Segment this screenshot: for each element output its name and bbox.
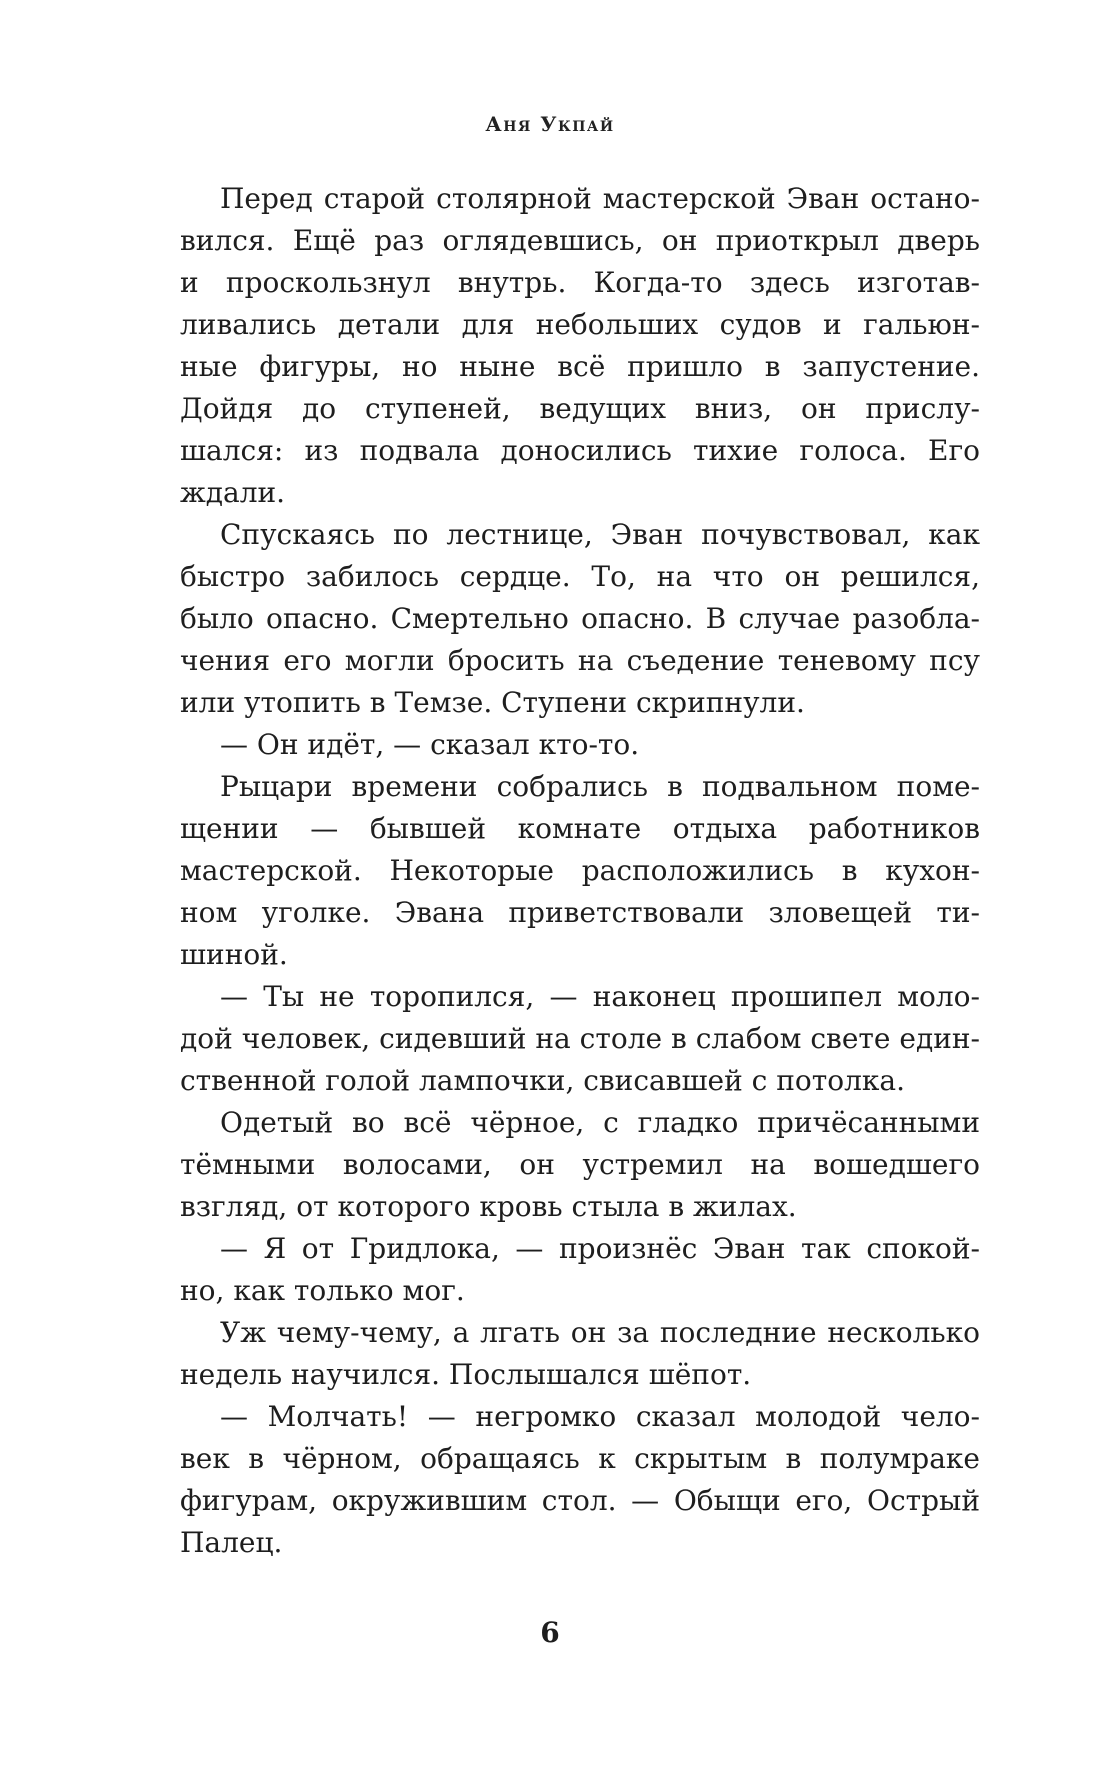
paragraph	[180, 178, 980, 514]
text-line: или утопить в Темзе. Ступени скрипнули.	[180, 686, 805, 719]
text-line: ждали.	[180, 476, 286, 509]
paragraph	[180, 1102, 980, 1228]
text-line: Спускаясь по лестнице, Эван почувствовал, как	[220, 518, 980, 551]
text-line: Рыцари времени собрались в подвальном поме-	[220, 770, 980, 803]
text-line: было опасно. Смертельно опасно. В случае разобла-	[180, 602, 980, 635]
text-line: недель научился. Послышался шёпот.	[180, 1358, 752, 1391]
paragraph	[180, 724, 980, 766]
text-line: век в чёрном, обращаясь к скрытым в полумраке	[180, 1442, 980, 1475]
text-line: — Молчать! — негромко сказал молодой чело-	[220, 1400, 980, 1433]
text-line: и проскользнул внутрь. Когда-то здесь изготав-	[180, 266, 980, 299]
text-line: ливались детали для небольших судов и гальюн-	[180, 308, 980, 341]
text-line: ные фигуры, но ныне всё пришло в запустение.	[180, 350, 980, 383]
text-line: фигурам, окружившим стол. — Обыщи его, Острый	[180, 1484, 980, 1517]
text-line: Перед старой столярной мастерской Эван остано-	[220, 182, 980, 215]
text-line: Уж чему-чему, а лгать он за последние несколько	[220, 1316, 980, 1349]
paragraph	[180, 514, 980, 724]
paragraph	[180, 1396, 980, 1564]
page-number: 6	[540, 1616, 560, 1649]
text-line: быстро забилось сердце. То, на что он решился,	[180, 560, 980, 593]
body-text	[180, 178, 980, 1564]
paragraph	[180, 766, 980, 976]
text-line: Одетый во всё чёрное, с гладко причёсанными	[220, 1106, 980, 1139]
paragraph	[180, 1312, 980, 1396]
text-line: дой человек, сидевший на столе в слабом свете един-	[180, 1022, 980, 1055]
text-line: шался: из подвала доносились тихие голоса. Его	[180, 434, 980, 467]
text-line: — Я от Гридлока, — произнёс Эван так спокой-	[220, 1232, 980, 1265]
running-head-author: Аня Укпай	[485, 112, 615, 136]
text-line: — Он идёт, — сказал кто-то.	[220, 728, 640, 761]
paragraph	[180, 1228, 980, 1312]
text-line: но, как только мог.	[180, 1274, 465, 1307]
text-line: ном уголке. Эвана приветствовали зловещей ти-	[180, 896, 980, 929]
paragraph	[180, 976, 980, 1102]
text-line: Палец.	[180, 1526, 283, 1559]
text-line: взгляд, от которого кровь стыла в жилах.	[180, 1190, 797, 1223]
text-line: щении — бывшей комнате отдыха работников	[180, 812, 980, 845]
text-line: чения его могли бросить на съедение теневому псу	[180, 644, 980, 677]
text-line: мастерской. Некоторые расположились в кухон-	[180, 854, 980, 887]
text-line: Дойдя до ступеней, ведущих вниз, он прислу-	[180, 392, 980, 425]
text-line: вился. Ещё раз оглядевшись, он приоткрыл дверь	[180, 224, 980, 257]
text-line: — Ты не торопился, — наконец прошипел моло-	[220, 980, 980, 1013]
text-line: тёмными волосами, он устремил на вошедшего	[180, 1148, 980, 1181]
text-line: ственной голой лампочки, свисавшей с потолка.	[180, 1064, 905, 1097]
text-line: шиной.	[180, 938, 288, 971]
